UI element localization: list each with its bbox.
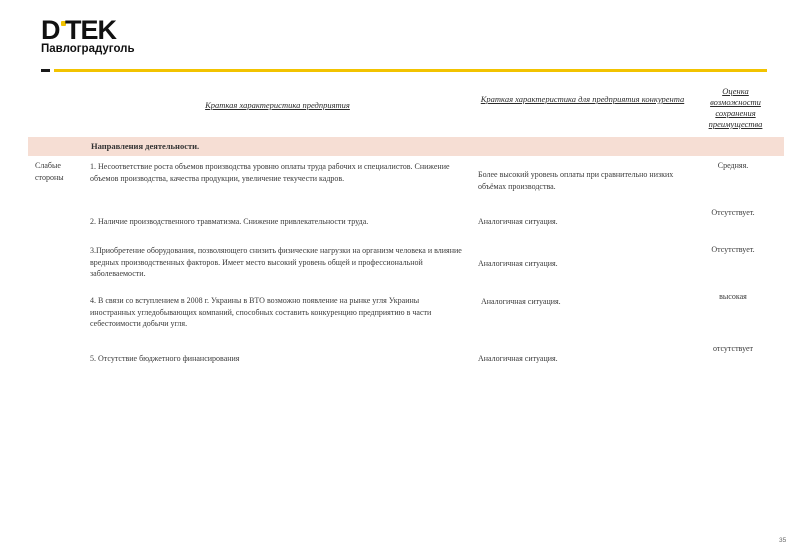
row-2-text: 2. Наличие производственного травматизма. Снижение привлекательности труда. [90,217,369,226]
row-2-rating: Отсутствует. [711,208,755,217]
row-2-competitor: Аналогичная ситуация. [478,217,558,226]
row-3-text: 3.Приобретение оборудования, позволяющего снизить физические нагрузки на организм человека и влияние вредных производственных факторов. Имеет место высокий уровень общей и профессиональной заболеваемости. [90,246,462,278]
row-4-competitor: Аналогичная ситуация. [481,297,561,306]
row-4-text: 4. В связи со вступлением в 2008 г. Украины в ВТО возможно появление на рынке угля Украины иностранных угледобывающих компаний, способных составить конкуренцию предприятию в части себестоимости добычи угля. [90,296,432,328]
column-header-rating: Оценка возможности сохранения преимущества [708,86,763,129]
row-4-rating: высокая [719,292,747,301]
row-5-competitor: Аналогичная ситуация. [478,354,558,363]
section-band [28,137,784,156]
row-3-competitor: Аналогичная ситуация. [478,259,558,268]
section-title: Направления деятельности. [91,141,200,151]
logo-subtitle: Павлоградуголь [41,43,135,55]
header-rule-dark [41,69,50,72]
row-5-text: 5. Отсутствие бюджетного финансирования [90,354,240,363]
row-1-rating: Средняя. [717,161,749,170]
header-rule-accent [54,69,767,72]
row-1-competitor: Более высокий уровень оплаты при сравнительно низких объёмах производства. [478,170,674,191]
page-number: 35 [779,537,787,544]
row-5-rating: отсутствует [712,344,754,353]
logo-letters-tek: TEK [65,15,116,45]
column-header-competitor: Краткая характеристика для предприятия конкурента [480,94,685,104]
row-3-rating: Отсутствует. [711,245,755,254]
side-label: Слабые стороны [35,161,64,182]
column-header-company: Краткая характеристика предприятия [205,100,350,110]
row-1-text: 1. Несоответствие роста объемов производства уровню оплаты труда рабочих и специалистов. Снижение объемов производства, качества продукции, увеличение текучести кадров. [90,162,450,183]
logo-letter-d: D [41,15,60,45]
